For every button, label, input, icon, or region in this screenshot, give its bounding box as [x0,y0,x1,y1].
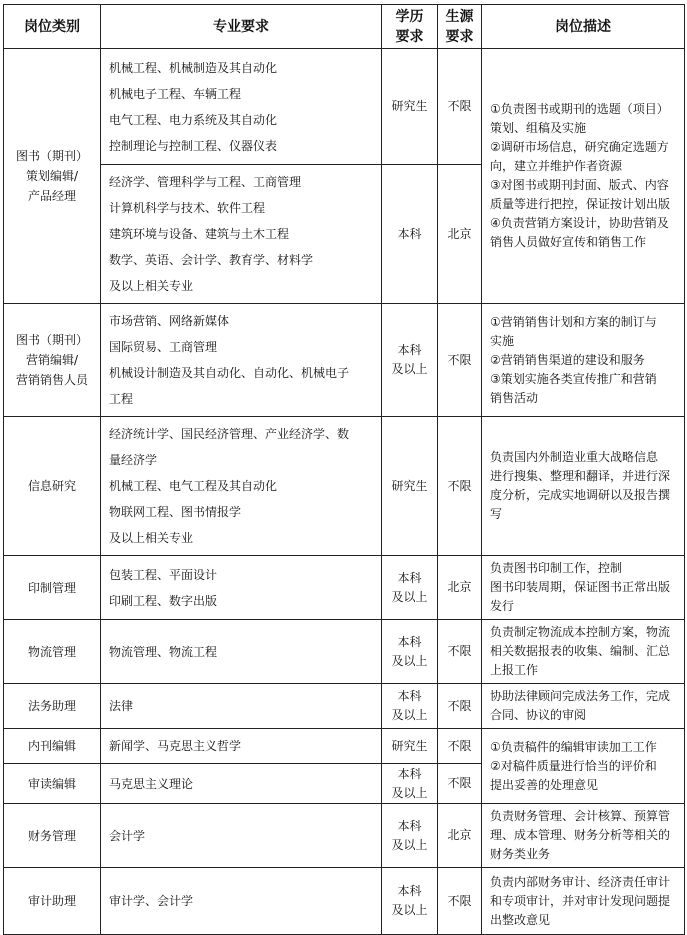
cell-line: 国际贸易、工商管理 [109,340,218,354]
source-cell: 不限 [438,684,482,729]
cell-line: 销售人员做好宣传和销售工作 [490,235,647,249]
cell-line: 写 [490,507,503,521]
table-row [4,684,685,729]
category-cell: 物流管理 [4,620,101,684]
cell-line: 图书（期刊） [15,333,88,347]
source-cell: 不限 [438,868,482,935]
cell-line: 经济学、管理科学与工程、工商管理 [109,175,302,189]
education-cell: 研究生 [382,417,438,556]
source-cell: 不限 [438,417,482,556]
cell-line: 提出妥善的处理意见 [490,777,599,792]
education-cell [382,620,438,684]
cell-line: 负责制定物流成本控制方案，物流 [490,625,671,639]
major-cell [101,729,382,764]
cell-line: 实施 [490,333,515,348]
header-education-line: 学历 [395,8,424,25]
major-cell [101,764,382,804]
cell-line: 及以上相关专业 [109,531,194,545]
cell-line: 工程 [109,392,134,406]
cell-line: 相关数据报表的收集、编制、汇总 [490,644,671,658]
source-cell: 不限 [438,49,482,165]
cell-line: 本科 [397,766,422,781]
cell-line: 财务类业务 [490,847,551,861]
category-cell: 印制管理 [4,556,101,620]
header-education [382,5,438,49]
header-education-line: 要求 [395,28,424,45]
cell-line: 度分析，完成实地调研以及报告撰 [490,488,671,502]
cell-line: 及以上 [391,785,428,800]
cell-line: 马克思主义理论 [109,776,194,791]
source-cell: 不限 [438,729,482,764]
header-description: 岗位描述 [482,5,685,49]
cell-line: 进行搜集、整理和翻译，并进行深 [490,469,671,483]
education-cell [382,684,438,729]
cell-line: 和专项审计，并对审计发现问题提 [490,893,671,908]
table-row [4,49,685,165]
table-row [4,556,685,620]
cell-line: 向，建立并维护作者资源 [490,159,623,173]
cell-line: 及以上 [391,362,428,376]
cell-line: ③策划实施各类宣传推广和营销 [490,371,657,386]
cell-line: 本科 [397,884,422,898]
header-major: 专业要求 [101,5,382,49]
category-cell: 信息研究 [4,417,101,556]
cell-line: 电气工程、电力系统及其自动化 [109,112,278,127]
source-cell: 北京 [438,804,482,868]
cell-line: 控制理论与控制工程、仪器仪表 [109,138,278,153]
category-cell: 法务助理 [4,684,101,729]
cell-line: 包装工程、平面设计 [109,567,218,582]
description-cell [482,729,685,804]
cell-line: 审计学、会计学 [109,894,194,908]
cell-line: ④负责营销方案设计，协助营销及 [490,216,669,230]
header-category: 岗位类别 [4,5,101,49]
cell-line: 图书（期刊） [15,149,88,163]
description-cell [482,304,685,417]
cell-line: 法律 [109,699,134,713]
cell-line: 产品经理 [27,189,76,203]
cell-line: 及以上 [391,708,428,722]
cell-line: 机械工程、电气工程及其自动化 [109,479,278,493]
cell-line: 营销编辑/ [25,353,79,367]
table-row [4,868,685,935]
major-cell [101,556,382,620]
cell-line: 出整改意见 [490,912,551,927]
table-row [4,304,685,417]
header-row [4,5,685,49]
cell-line: 会计学 [109,828,146,843]
cell-line: 印刷工程、数字出版 [109,593,218,608]
major-cell [101,49,382,165]
cell-line: 本科 [397,343,422,357]
cell-line: ①负责稿件的编辑审读加工工作 [490,739,657,754]
description-cell [482,868,685,935]
cell-line: 策划编辑/ [25,169,79,183]
cell-line: 负责国内外制造业重大战略信息 [490,450,659,464]
table-row [4,729,685,764]
major-cell [101,417,382,556]
cell-line: ③对图书或期刊封面、版式、内容 [490,178,669,192]
education-cell [382,556,438,620]
education-cell [382,764,438,804]
education-cell [382,868,438,935]
cell-line: 本科 [397,818,422,833]
cell-line: 机械电子工程、车辆工程 [109,86,242,101]
table-row [4,620,685,684]
cell-line: 负责图书印制工作，控制 [490,561,623,575]
source-cell: 北京 [438,165,482,304]
major-cell [101,804,382,868]
cell-line: 本科 [397,689,422,703]
source-cell: 不限 [438,304,482,417]
cell-line: ①负责图书或期刊的选题（项目） [490,102,669,116]
major-cell [101,165,382,304]
major-cell [101,868,382,935]
category-cell: 内刊编辑 [4,729,101,764]
cell-line: 及以上 [391,589,428,604]
category-cell [4,49,101,304]
cell-line: 物流管理、物流工程 [109,644,218,659]
cell-line: 机械设计制造及其自动化、自动化、机械电子 [109,366,350,380]
description-cell [482,49,685,304]
job-requirements-table [3,4,685,935]
cell-line: 及以上 [391,653,428,668]
table-row [4,417,685,556]
cell-line: 图书印装周期，保证图书正常出版 [490,580,671,594]
cell-line: ②调研市场信息，研究确定选题方 [490,140,669,154]
education-cell [382,304,438,417]
cell-line: 及以上 [391,837,428,852]
cell-line: 质量等进行把控，保证按计划出版 [490,197,671,211]
education-cell: 研究生 [382,49,438,165]
cell-line: 计算机科学与技术、软件工程 [109,201,266,215]
table-row [4,804,685,868]
cell-line: 本科 [397,634,422,649]
cell-line: 上报工作 [490,663,539,677]
description-cell [482,684,685,729]
description-cell [482,417,685,556]
major-cell [101,620,382,684]
description-cell [482,620,685,684]
cell-line: 物联网工程、图书情报学 [109,505,242,519]
header-source [438,5,482,49]
cell-line: 及以上相关专业 [109,279,194,293]
cell-line: 策划、组稿及实施 [490,121,587,135]
education-cell [382,804,438,868]
education-cell: 研究生 [382,729,438,764]
major-cell [101,684,382,729]
cell-line: 市场营销、网络新媒体 [109,314,230,328]
cell-line: 及以上 [391,903,428,917]
cell-line: 协助法律顾问完成法务工作，完成 [490,689,671,703]
cell-line: 量经济学 [109,453,158,467]
category-cell: 财务管理 [4,804,101,868]
cell-line: 负责内部财务审计、经济责任审计 [490,874,671,889]
cell-line: ①营销销售计划和方案的制订与 [490,314,657,329]
category-cell [4,304,101,417]
source-cell: 北京 [438,556,482,620]
cell-line: 合同、协议的审阅 [490,708,587,722]
cell-line: 建筑环境与设备、建筑与土木工程 [109,227,290,241]
source-cell: 不限 [438,620,482,684]
cell-line: 负责财务管理、会计核算、预算管 [490,809,671,823]
description-cell [482,804,685,868]
cell-line: 理、成本管理、财务分析等相关的 [490,828,671,842]
header-source-line: 要求 [445,28,474,45]
description-cell [482,556,685,620]
source-cell: 不限 [438,764,482,804]
category-cell: 审计助理 [4,868,101,935]
major-cell [101,304,382,417]
header-source-line: 生源 [445,8,474,25]
cell-line: 销售活动 [490,390,539,405]
cell-line: 营销销售人员 [15,373,88,387]
cell-line: 发行 [490,599,515,613]
cell-line: ②对稿件质量进行恰当的评价和 [490,758,657,773]
education-cell: 本科 [382,165,438,304]
cell-line: 机械工程、机械制造及其自动化 [109,60,278,75]
cell-line: 经济统计学、国民经济管理、产业经济学、数 [109,427,350,441]
cell-line: 本科 [397,570,422,585]
category-cell: 审读编辑 [4,764,101,804]
cell-line: 新闻学、马克思主义哲学 [109,739,242,753]
cell-line: 数学、英语、会计学、教育学、材料学 [109,253,314,267]
cell-line: ②营销销售渠道的建设和服务 [490,352,645,367]
